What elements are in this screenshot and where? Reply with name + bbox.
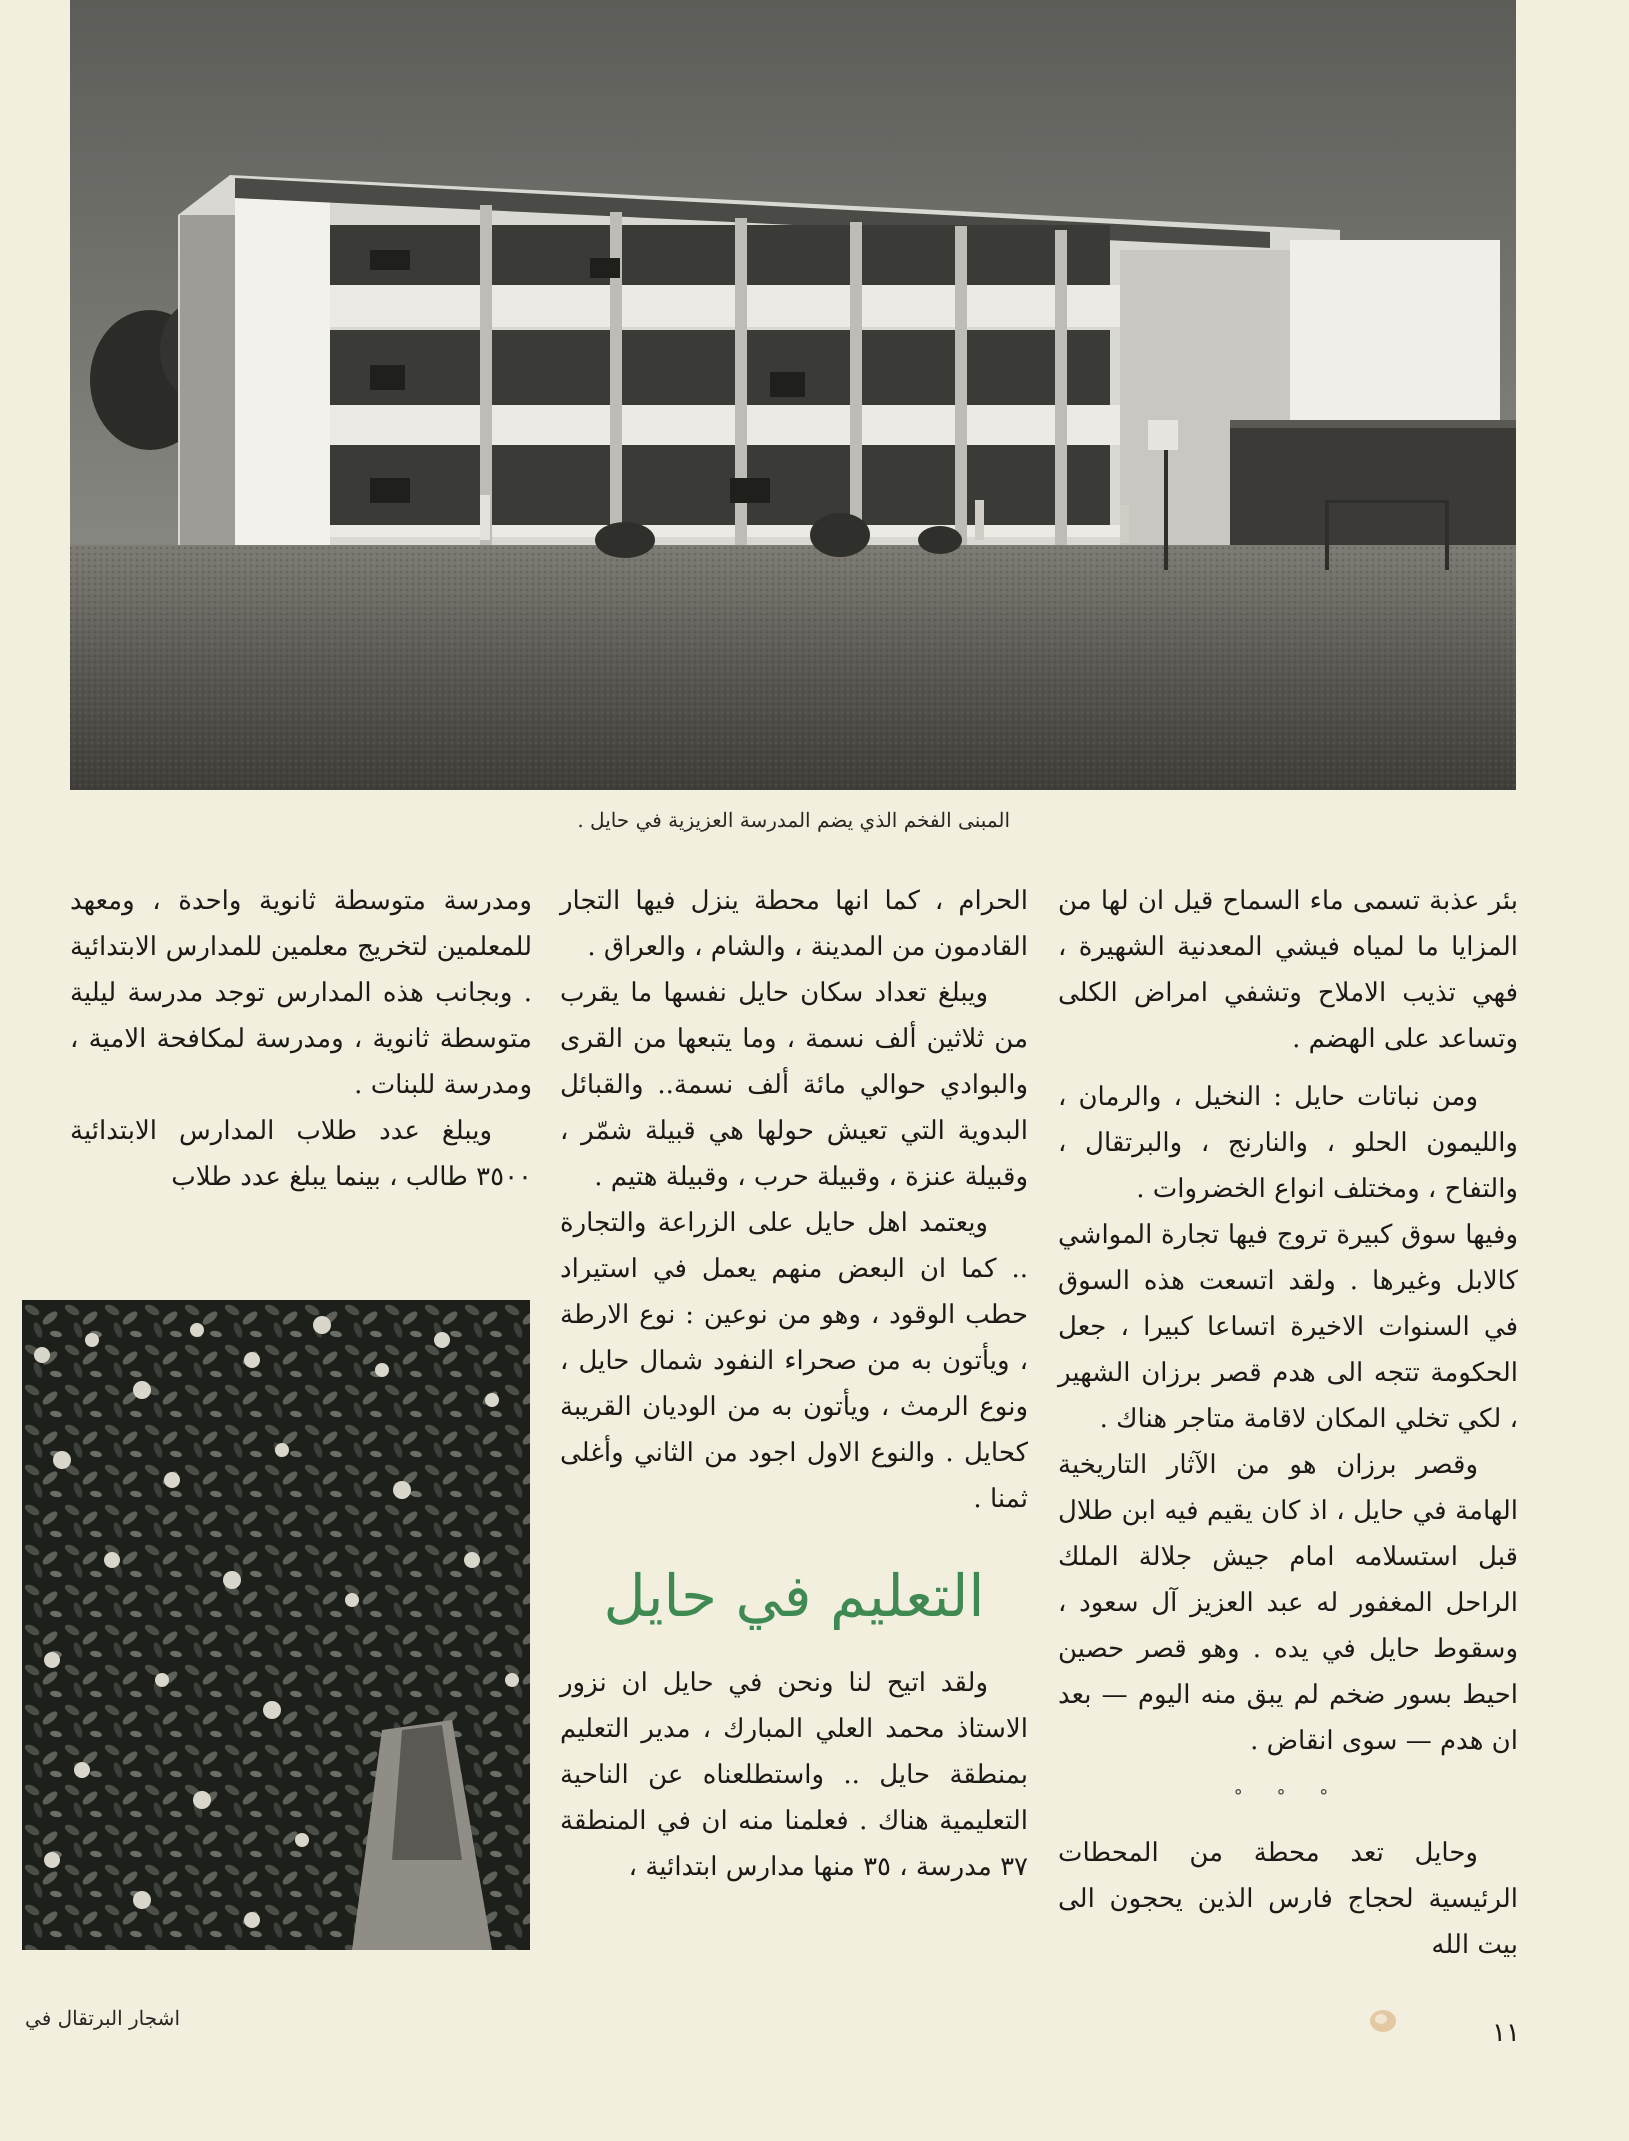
paragraph: ويعتمد اهل حايل على الزراعة والتجارة .. كما ان البعض منهم يعمل في استيراد حطب الوقود ، وهو من نوعين : نوع الارطة ، ويأتون به من صحراء النفود شمال حايل ، ونوع الرمث ، ويأتون به من الوديان القريبة كحايل . والنوع الاول اجود من الثاني وأغلى ثمنا . [560, 1208, 1028, 1514]
paragraph: ومدرسة متوسطة ثانوية واحدة ، ومعهد للمعلمين لتخريج معلمين للمدارس الابتدائية . وبجانب هذه المدارس توجد مدرسة ليلية متوسطة ثانوية ، ومدرسة لمكافحة الامية ، ومدرسة للبنات . [70, 886, 532, 1100]
text-column-middle [560, 878, 1028, 1890]
section-heading: التعليم في حايل [603, 1562, 985, 1630]
photo-caption: المبنى الفخم الذي يضم المدرسة العزيزية في حايل . [577, 808, 1010, 832]
text-column-right [1058, 878, 1518, 1968]
section-divider: ° ° ° [1233, 1786, 1343, 1807]
photo-caption: اشجار البرتقال في [25, 2006, 180, 2030]
paragraph: ومن نباتات حايل : النخيل ، والرمان ، والليمون الحلو ، والنارنج ، والبرتقال ، والتفاح ، ومختلف انواع الخضروات . [1058, 1082, 1518, 1204]
paragraph: وقصر برزان هو من الآثار التاريخية الهامة في حايل ، اذ كان يقيم فيه ابن طلال قبل استسلامه امام جيش جلالة الملك الراحل المغفور له عبد العزيز آل سعود ، وسقوط حايل في يده . وهو قصر حصين احيط بسور ضخم لم يبق منه اليوم — بعد ان هدم — سوى انقاض . [1058, 1450, 1518, 1756]
paper-stain [1368, 2008, 1398, 2034]
orange-trees-photo [22, 1300, 530, 1950]
paragraph: ويبلغ عدد طلاب المدارس الابتدائية ٣٥٠٠ طالب ، بينما يبلغ عدد طلاب [70, 1116, 532, 1192]
school-building-photo [70, 0, 1516, 790]
paragraph: ويبلغ تعداد سكان حايل نفسها ما يقرب من ثلاثين ألف نسمة ، وما يتبعها من القرى والبوادي حوالي مائة ألف نسمة.. والقبائل البدوية التي تعيش حولها هي قبيلة شمّر ، وقبيلة عنزة ، وقبيلة حرب ، وقبيلة هتيم . [560, 978, 1028, 1192]
paragraph: ولقد اتيح لنا ونحن في حايل ان نزور الاستاذ محمد العلي المبارك ، مدير التعليم بمنطقة حايل .. واستطلعناه عن الناحية التعليمية هناك . فعلمنا منه ان في المنطقة ٣٧ مدرسة ، ٣٥ منها مدارس ابتدائية ، [560, 1668, 1028, 1882]
page-number: ١١ [1492, 2018, 1520, 2048]
paragraph: وفيها سوق كبيرة تروج فيها تجارة المواشي كالابل وغيرها . ولقد اتسعت هذه السوق في السنوات الاخيرة اتساعا كبيرا ، جعل الحكومة تتجه الى هدم قصر برزان الشهير ، لكي تخلي المكان لاقامة متاجر هناك . [1058, 1220, 1518, 1434]
paragraph: وحايل تعد محطة من المحطات الرئيسية لحجاج فارس الذين يحجون الى بيت الله [1058, 1838, 1518, 1960]
paragraph: بئر عذبة تسمى ماء السماح قيل ان لها من المزايا ما لمياه فيشي المعدنية الشهيرة ، فهي تذيب الاملاح وتشفي امراض الكلى وتساعد على الهضم . [1058, 886, 1518, 1054]
paragraph: الحرام ، كما انها محطة ينزل فيها التجار القادمون من المدينة ، والشام ، والعراق . [560, 886, 1028, 962]
text-column-left [70, 878, 532, 1200]
